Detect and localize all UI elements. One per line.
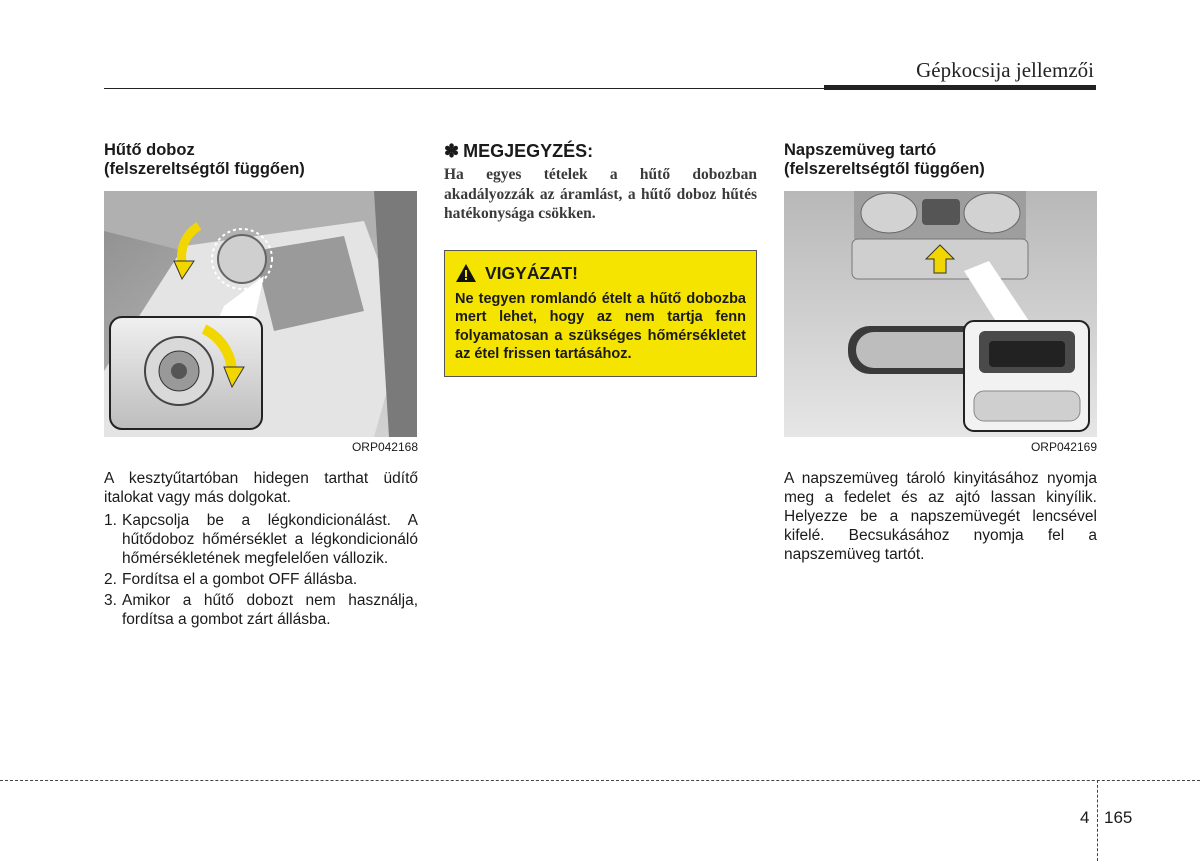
cooling-box-steps xyxy=(104,511,418,629)
footer-dashed-rule xyxy=(0,780,1200,781)
cooling-box-heading-line2: (felszereltségtől függően) xyxy=(104,160,305,178)
cooling-box-heading-line1: Hűtő doboz xyxy=(104,141,195,159)
note-title: ✽ MEGJEGYZÉS: xyxy=(444,141,594,161)
sunglass-holder-figure xyxy=(784,191,1097,437)
cooling-box-heading xyxy=(104,141,418,179)
cooling-box-intro: A kesztyűtartóban hidegen tarthat üdítő italokat vagy más dolgokat. xyxy=(104,470,418,506)
running-header-title: Gépkocsija jellemzői xyxy=(916,58,1094,82)
sunglass-holder-figure-code: ORP042169 xyxy=(1030,440,1097,454)
glovebox-illustration xyxy=(104,191,417,437)
page-number: 165 xyxy=(1104,808,1133,827)
sunglass-holder-heading-line1: Napszemüveg tartó xyxy=(784,141,937,159)
cooling-box-figure-code: ORP042168 xyxy=(351,440,418,454)
note-asterisk-icon: ✽ xyxy=(444,141,460,161)
sunglass-holder-heading xyxy=(784,141,1097,179)
right-column xyxy=(784,141,1097,564)
caution-title: VIGYÁZAT! xyxy=(485,262,579,283)
middle-column xyxy=(444,141,757,377)
step-item: 2. Fordítsa el a gombot OFF állásba. xyxy=(104,571,358,588)
left-column xyxy=(104,141,418,631)
sunglass-holder-body: A napszemüveg tároló kinyitásához nyomja meg a fedelet és az ajtó lassan kinyílik. Helyezze be a napszemüvegét lencsével kifelé. Becsukásához nyomja fel a napszemüveg tartót. xyxy=(784,470,1097,563)
overhead-console-illustration xyxy=(784,191,1097,437)
cooling-box-figure xyxy=(104,191,417,437)
caution-header xyxy=(455,263,746,284)
step-item: 3. Amikor a hűtő dobozt nem használja, fordítsa a gombot zárt állásba. xyxy=(104,592,418,628)
footer-dashed-divider xyxy=(1097,780,1098,861)
note-text: Ha egyes tételek a hűtő dobozban akadályozzák az áramlást, a hűtő doboz hűtés hatékonysága csökken. xyxy=(444,166,757,222)
header-rule-thick xyxy=(824,85,1096,90)
sunglass-holder-heading-line2: (felszereltségtől függően) xyxy=(784,160,985,178)
chapter-number: 4 xyxy=(1080,808,1090,827)
caution-box xyxy=(444,250,757,377)
step-item: 1. Kapcsolja be a légkondicionálást. A hűtődoboz hőmérséklet a légkondicionáló hőmérsékletének megfelelően vállozik. xyxy=(104,512,418,567)
warning-triangle-icon xyxy=(455,263,477,283)
header-rule-thin xyxy=(104,88,824,89)
caution-text: Ne tegyen romlandó ételt a hűtő dobozba mert lehet, hogy az nem tartja fenn folyamatosan a szükséges hőmérsékletet az étel frissen tartásához. xyxy=(455,290,746,362)
